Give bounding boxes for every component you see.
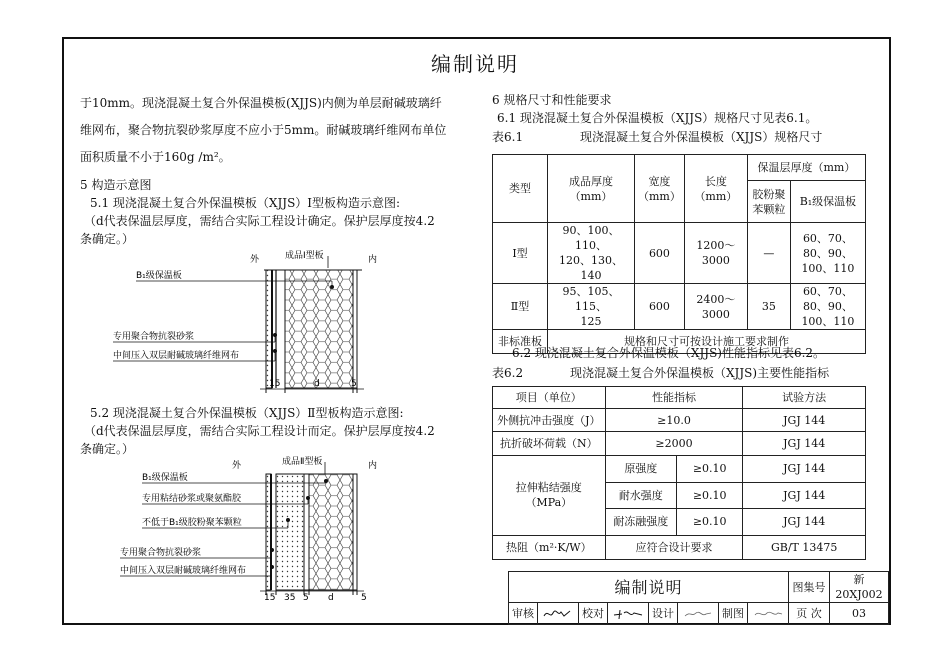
inner-side-label: 内 <box>368 461 378 471</box>
cell: 2400～3000 <box>684 284 747 330</box>
cell: 60、70、80、90、 100、110 <box>790 223 865 284</box>
cell: 热阻（m²·K/W） <box>493 535 606 559</box>
cell: 600 <box>635 284 685 330</box>
cell: — <box>747 223 790 284</box>
dim-label: 5 <box>361 593 367 602</box>
text-line: 5.1 现浇混凝土复合外保温模板（XJJS）Ⅰ型板构造示意图: <box>90 196 401 210</box>
cell: ≥0.10 <box>677 509 743 535</box>
th-insulation: 保温层厚度（mm） <box>747 155 865 181</box>
table-6-1-title: 现浇混凝土复合外保温模板（XJJS）规格尺寸 <box>580 130 823 144</box>
check-label: 校对 <box>579 603 608 625</box>
title-block <box>508 571 889 625</box>
text-line: 于10mm。现浇混凝土复合外保温模板(XJJS)内侧为单层耐碱玻璃纤 <box>80 96 442 110</box>
table-row <box>493 409 866 431</box>
atlas-label: 图集号 <box>789 572 830 603</box>
th-length: 长度 （mm） <box>684 155 747 223</box>
cell: 1200～3000 <box>684 223 747 284</box>
outer-side-label: 外 <box>250 255 260 265</box>
cell: 非标准板 <box>493 330 548 354</box>
callout-insulation-board: B₁级保温板 <box>136 271 182 281</box>
table-row <box>493 284 866 330</box>
table-6-2-number: 表6.2 <box>492 366 524 380</box>
review-signature <box>538 603 579 625</box>
draw-signature <box>748 603 789 625</box>
cell: JGJ 144 <box>743 431 866 455</box>
section-5-1 <box>80 194 435 248</box>
dim-label: 35 <box>284 593 296 602</box>
th-type: 类型 <box>493 155 548 223</box>
section-6-2: 6.2 现浇混凝土复合外保温模板（XJJS)性能指标见表6.2。 <box>512 346 826 360</box>
dim-label: 15 <box>269 379 281 389</box>
callout-mesh: 中间压入双层耐碱玻璃纤维网布 <box>120 566 247 576</box>
callout-mesh: 中间压入双层耐碱玻璃纤维网布 <box>113 351 240 361</box>
cell: 原强度 <box>605 456 676 482</box>
dim-label: 5 <box>303 593 309 602</box>
cell: ≥2000 <box>605 431 743 455</box>
performance-table-6-2 <box>492 386 866 560</box>
cell: 95、105、115、 125 <box>548 284 635 330</box>
th-b1-board: B₁级保温板 <box>790 181 865 223</box>
inner-side-label: 内 <box>368 255 378 265</box>
section-6-1: 6.1 现浇混凝土复合外保温模板（XJJS）规格尺寸见表6.1。 <box>497 111 818 125</box>
type2-section-diagram <box>100 454 390 602</box>
cell: 规格和尺寸可按设计施工要求制作 <box>548 330 866 354</box>
page-number: 03 <box>830 603 889 625</box>
table-row <box>493 456 866 482</box>
th-index: 性能指标 <box>605 387 743 409</box>
text-line: 5.2 现浇混凝土复合外保温模板（XJJS）Ⅱ型板构造示意图: <box>90 406 404 420</box>
dim-label: d <box>328 593 334 602</box>
th-item: 项目（单位） <box>493 387 606 409</box>
cell: 60、70、80、90、 100、110 <box>790 284 865 330</box>
table-row <box>493 431 866 455</box>
text-line: 条确定。） <box>80 232 135 246</box>
review-label: 审核 <box>509 603 538 625</box>
cell: ≥0.10 <box>677 456 743 482</box>
cell: 应符合设计要求 <box>605 535 743 559</box>
design-signature <box>678 603 719 625</box>
page-label: 页 次 <box>789 603 830 625</box>
section-5-2 <box>80 404 435 458</box>
callout-adhesive: 专用粘结砂浆或聚氨酯胶 <box>142 494 242 504</box>
atlas-number: 新20XJ002 <box>830 572 889 603</box>
intro-paragraph <box>80 94 446 166</box>
title-block-title: 编制说明 <box>509 572 789 603</box>
th-eps-particles: 胶粉聚 苯颗粒 <box>747 181 790 223</box>
table-6-1-number: 表6.1 <box>492 130 524 144</box>
table-row <box>493 535 866 559</box>
text-line: 面积质量不小于160g /m²。 <box>80 150 231 164</box>
text-line: 条确定。） <box>80 442 135 456</box>
callout-insulation-board: B₁级保温板 <box>142 473 188 483</box>
design-label: 设计 <box>649 603 678 625</box>
text-line: （d代表保温层厚度，需结合实际工程设计而定。保护层厚度按4.2 <box>84 424 435 438</box>
cell: 外侧抗冲击强度（J） <box>493 409 606 431</box>
dim-label: d <box>314 379 320 389</box>
cell: JGJ 144 <box>743 482 866 508</box>
dim-label: 5 <box>351 379 357 389</box>
text-line: （d代表保温层厚度，需结合实际工程设计确定。保护层厚度按4.2 <box>84 214 435 228</box>
cell: 拉伸粘结强度（MPa） <box>493 456 606 535</box>
dim-label: 15 <box>264 593 276 602</box>
callout-crack-mortar: 专用聚合物抗裂砂浆 <box>120 548 202 558</box>
spec-table-6-1 <box>492 154 866 354</box>
draw-label: 制图 <box>719 603 748 625</box>
text-line: 维网布，聚合物抗裂砂浆厚度不应小于5mm。耐碱玻璃纤维网布单位 <box>80 123 447 137</box>
cell: 600 <box>635 223 685 284</box>
panel-label: 成品Ⅱ型板 <box>282 457 323 467</box>
cell: 35 <box>747 284 790 330</box>
cell: ≥10.0 <box>605 409 743 431</box>
section-6-heading: 6 规格尺寸和性能要求 <box>492 93 612 107</box>
cell: Ⅰ型 <box>493 223 548 284</box>
cell: Ⅱ型 <box>493 284 548 330</box>
cell: JGJ 144 <box>743 509 866 535</box>
section-5-heading: 5 构造示意图 <box>80 178 152 192</box>
cell: 90、100、110、 120、130、140 <box>548 223 635 284</box>
cell: 耐水强度 <box>605 482 676 508</box>
callout-eps-particles: 不低于B₁级胶粉聚苯颗粒 <box>142 518 242 528</box>
cell: 耐冻融强度 <box>605 509 676 535</box>
cell: GB/T 13475 <box>743 535 866 559</box>
th-method: 试验方法 <box>743 387 866 409</box>
th-thickness: 成品厚度 （mm） <box>548 155 635 223</box>
panel-label: 成品Ⅰ型板 <box>285 251 324 261</box>
cell: JGJ 144 <box>743 456 866 482</box>
page-title: 编制说明 <box>431 52 519 76</box>
type1-section-diagram <box>100 248 390 398</box>
table-6-2-title: 现浇混凝土复合外保温模板（XJJS)主要性能指标 <box>570 366 830 380</box>
table-row <box>493 223 866 284</box>
check-signature <box>608 603 649 625</box>
th-width: 宽度 （mm） <box>635 155 685 223</box>
cell: ≥0.10 <box>677 482 743 508</box>
cell: JGJ 144 <box>743 409 866 431</box>
cell: 抗折破坏荷载（N） <box>493 431 606 455</box>
callout-crack-mortar: 专用聚合物抗裂砂浆 <box>113 332 195 342</box>
outer-side-label: 外 <box>232 461 242 471</box>
